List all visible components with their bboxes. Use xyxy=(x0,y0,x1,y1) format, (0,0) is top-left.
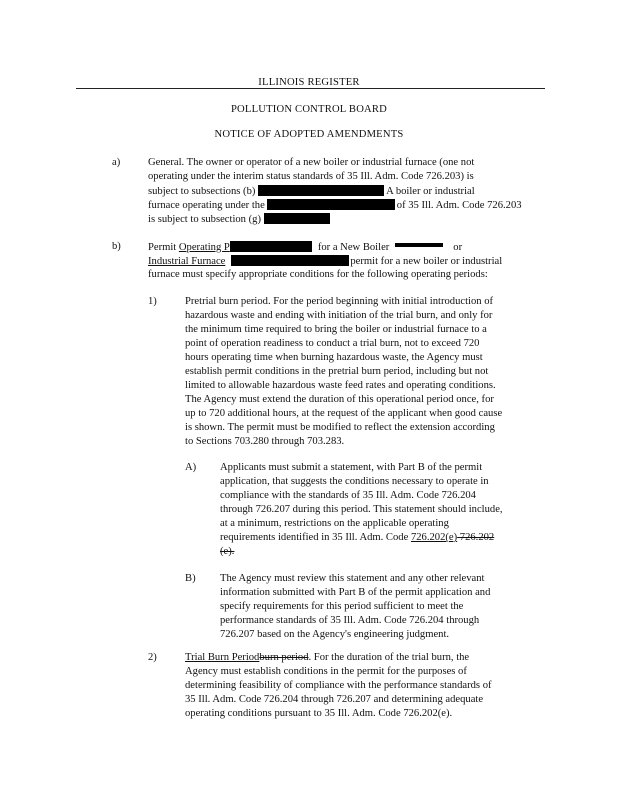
struck-text: burn period xyxy=(259,652,309,663)
subsection-b1-label: 1) xyxy=(148,296,157,307)
subsection-b1a-line xyxy=(220,532,494,545)
register-title: ILLINOIS REGISTER xyxy=(258,77,360,88)
subsection-b1b-line: specify requirements for this period sufficient to meet the xyxy=(220,601,464,612)
subsection-a-line xyxy=(148,185,475,199)
subsection-b1-line: hazardous waste and ending with initiation of the trial burn, and only for xyxy=(185,310,493,321)
subsection-b2-line: 35 Ill. Adm. Code 726.204 through 726.207 and determining adequate xyxy=(185,694,484,705)
text-span: permit for a new boiler or industrial xyxy=(350,256,503,267)
subsection-a-label: a) xyxy=(112,157,121,168)
subsection-b-line: furnace must specify appropriate conditions for the following operating periods: xyxy=(148,269,488,280)
struck-text: 726.202 xyxy=(457,532,495,543)
text-span: subject to subsections (b) xyxy=(148,186,259,197)
subsection-b2-line xyxy=(185,652,469,665)
redaction-bar xyxy=(231,255,349,266)
subsection-b1b-label: B) xyxy=(185,573,196,584)
text-span: or xyxy=(453,242,463,253)
text-span: Permit xyxy=(148,242,179,253)
subsection-b1b-line: 726.207 based on the Agency's engineering judgment. xyxy=(220,629,450,640)
subsection-b1a-line: through 726.207 during this period. This statement should include, xyxy=(220,504,503,515)
struck-text: (e). xyxy=(220,546,235,557)
subsection-b2-line: determining feasibility of compliance with the performance standards of xyxy=(185,680,492,691)
subsection-b1a-line: compliance with the standards of 35 Ill. Adm. Code 726.204 xyxy=(220,490,476,501)
text-span: is subject to subsection (g) xyxy=(148,214,261,225)
inserted-text: 726.202(e) xyxy=(410,532,458,543)
subsection-b1a-line: at a minimum, restrictions on the applicable operating xyxy=(220,518,449,529)
subsection-b1-line: Pretrial burn period. For the period beginning with initial introduction of xyxy=(185,296,494,307)
subsection-b-line xyxy=(148,241,462,255)
inserted-text: Trial Burn Period xyxy=(185,652,260,663)
subsection-b1a-label: A) xyxy=(185,462,197,473)
board-title: POLLUTION CONTROL BOARD xyxy=(230,104,388,115)
subsection-b1-line: point of operation readiness to conduct a trial burn, not to exceed 720 xyxy=(185,338,480,349)
text-span: requirements identified in 35 Ill. Adm. Code xyxy=(220,532,411,543)
subsection-b1b-line: The Agency must review this statement and any other relevant xyxy=(220,573,485,584)
text-span: furnace operating under the xyxy=(148,200,265,211)
subsection-a-line xyxy=(148,199,522,213)
subsection-b1-line: the minimum time required to bring the boiler or industrial furnace to a xyxy=(185,324,487,335)
subsection-b1a-line xyxy=(220,546,234,559)
subsection-a-line xyxy=(148,213,330,227)
subsection-b-line xyxy=(148,255,502,269)
text-span: A boiler or industrial xyxy=(384,186,475,197)
subsection-a-line: operating under the interim status standards of 35 Ill. Adm. Code 726.203) is xyxy=(148,171,474,182)
redaction-bar xyxy=(267,199,395,210)
subsection-b2-line: Agency must establish conditions in the permit for the purposes of xyxy=(185,666,467,677)
subsection-b1b-line: information submitted with Part B of the permit application and xyxy=(220,587,491,598)
subsection-b1-line: establish permit conditions in the pretrial burn period, including but not xyxy=(185,366,489,377)
redaction-bar xyxy=(264,213,330,224)
subsection-b1-line: up to 720 additional hours, at the request of the applicant when good cause xyxy=(185,408,503,419)
subsection-b1-line: The Agency must extend the duration of this operational period once, for xyxy=(185,394,494,405)
subsection-b2-line: operating conditions pursuant to 35 Ill. Adm. Code 726.202(e). xyxy=(185,708,453,719)
text-span: of 35 Ill. Adm. Code 726.203 xyxy=(396,200,522,211)
subsection-b1b-line: performance standards of 35 Ill. Adm. Code 726.204 through xyxy=(220,615,480,626)
redaction-bar xyxy=(230,241,312,252)
subsection-a-line: General. The owner or operator of a new boiler or industrial furnace (one not xyxy=(148,157,475,168)
redaction-bar xyxy=(258,185,384,196)
subsection-b1a-line: Applicants must submit a statement, with Part B of the permit xyxy=(220,462,483,473)
subsection-b2-label: 2) xyxy=(148,652,157,663)
subsection-b1-line: to Sections 703.280 through 703.283. xyxy=(185,436,345,447)
header-rule xyxy=(76,88,545,89)
text-span: . For the duration of the trial burn, the xyxy=(308,652,470,663)
notice-title: NOTICE OF ADOPTED AMENDMENTS xyxy=(214,129,404,140)
subsection-b1-line: hours operating time when burning hazardous waste, the Agency must xyxy=(185,352,483,363)
subsection-b1a-line: application, that suggests the conditions necessary to operate in xyxy=(220,476,489,487)
inserted-text: Operating P xyxy=(178,242,230,253)
text-span: for a New Boiler xyxy=(317,242,390,253)
subsection-b1-line: is shown. The permit must be modified to reflect the extension according xyxy=(185,422,495,433)
redaction-bar xyxy=(395,243,443,247)
subsection-b1-line: limited to allowable hazardous waste feed rates and operating conditions. xyxy=(185,380,496,391)
subsection-b-label: b) xyxy=(112,241,121,252)
inserted-text: Industrial Furnace xyxy=(148,256,226,267)
